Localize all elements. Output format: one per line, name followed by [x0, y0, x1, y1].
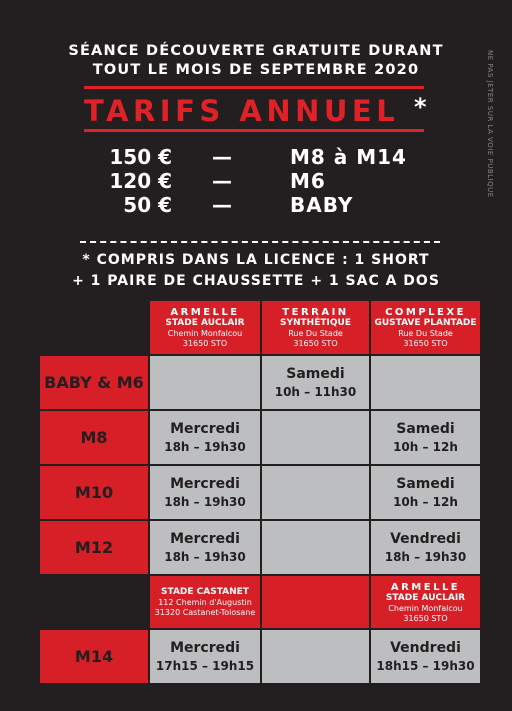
intro-line-1: SÉANCE DÉCOUVERTE GRATUITE DURANT — [68, 43, 444, 59]
schedule-slot — [371, 411, 480, 464]
slot-time: 18h – 19h30 — [384, 549, 467, 564]
schedule-slot — [371, 521, 480, 574]
venue-header-castanet — [150, 576, 260, 628]
price-row — [0, 193, 512, 217]
venue-postcode: 31320 Castanet-Tolosane — [154, 608, 256, 617]
price-row — [0, 145, 512, 169]
venue-postcode: 31650 STO — [293, 339, 338, 348]
title-top-rule — [84, 86, 424, 89]
slot-time: 18h15 – 19h30 — [376, 658, 475, 673]
venue-postcode: 31650 STO — [403, 339, 448, 348]
slot-day: Mercredi — [170, 639, 240, 656]
slot-day: Samedi — [286, 365, 345, 382]
row-label-baby-m6: BABY & M6 — [40, 356, 148, 409]
schedule-slot — [262, 466, 369, 519]
schedule-slot — [150, 630, 260, 683]
schedule-slot — [371, 356, 480, 409]
side-disclaimer: NE PAS JETER SUR LA VOIE PUBLIQUE — [486, 50, 494, 198]
license-note-line-2: + 1 PAIRE DE CHAUSSETTE + 1 SAC A DOS — [72, 273, 440, 289]
schedule-slot — [262, 411, 369, 464]
venue-stadium: STADE AUCLAIR — [165, 318, 245, 328]
venue-header-armelle-2 — [371, 576, 480, 628]
slot-day: Mercredi — [170, 475, 240, 492]
price-amount: 50 € — [123, 193, 172, 217]
row-label-m10: M10 — [40, 466, 148, 519]
venue-stadium: GUSTAVE PLANTADE — [374, 318, 477, 328]
venue-stadium: SYNTHÉTIQUE — [280, 318, 351, 328]
schedule-slot — [262, 630, 369, 683]
title-asterisk: * — [414, 93, 427, 121]
schedule-slot — [150, 411, 260, 464]
price-dash: — — [212, 193, 232, 217]
slot-time: 18h – 19h30 — [164, 439, 246, 454]
venue-address: Rue Du Stade — [288, 329, 343, 338]
venue-header-terrain — [262, 301, 369, 354]
page-title: TARIFS ANNUEL — [84, 94, 400, 128]
slot-time: 10h – 11h30 — [274, 384, 357, 399]
row-label-m14: M14 — [40, 630, 148, 683]
dashed-divider — [80, 241, 440, 243]
row-label-m8: M8 — [40, 411, 148, 464]
slot-time: 10h – 12h — [393, 494, 458, 509]
slot-time: 18h – 19h30 — [164, 549, 246, 564]
slot-day: Samedi — [396, 420, 455, 437]
price-dash: — — [212, 145, 232, 169]
intro-line-2: TOUT LE MOIS DE SEPTEMBRE 2020 — [92, 62, 420, 78]
empty-header-cell — [262, 576, 369, 628]
schedule-slot — [262, 356, 369, 409]
row-label-m12: M12 — [40, 521, 148, 574]
venue-stadium: STADE AUCLAIR — [385, 593, 466, 603]
venue-name: ARMELLE — [390, 582, 461, 593]
slot-day: Vendredi — [390, 530, 461, 547]
slot-time: 10h – 12h — [393, 439, 458, 454]
venue-stadium: STADE CASTANET — [161, 587, 249, 597]
venue-header-complexe — [371, 301, 480, 354]
price-dash: — — [212, 169, 232, 193]
venue-header-armelle — [150, 301, 260, 354]
schedule-slot — [262, 521, 369, 574]
price-amount: 120 € — [109, 169, 172, 193]
venue-name: COMPLEXE — [385, 307, 466, 318]
venue-address: Chemin Monfalcou — [388, 604, 463, 613]
price-category: M8 à M14 — [290, 145, 407, 169]
license-note-line-1: * COMPRIS DANS LA LICENCE : 1 SHORT — [82, 252, 430, 268]
venue-name: ARMELLE — [170, 307, 240, 318]
slot-day: Vendredi — [390, 639, 461, 656]
venue-address: Chemin Monfalcou — [167, 329, 243, 338]
price-row — [0, 169, 512, 193]
slot-time: 17h15 – 19h15 — [155, 658, 255, 673]
venue-address: Rue Du Stade — [398, 329, 453, 338]
price-category: BABY — [290, 193, 354, 217]
schedule-slot — [150, 466, 260, 519]
slot-day: Mercredi — [170, 420, 240, 437]
schedule-slot — [371, 466, 480, 519]
schedule-slot — [371, 630, 480, 683]
venue-postcode: 31650 STO — [182, 339, 228, 348]
price-amount: 150 € — [109, 145, 172, 169]
venue-address: 112 Chemin d'Augustin — [158, 598, 252, 607]
slot-day: Samedi — [396, 475, 455, 492]
schedule-slot — [150, 521, 260, 574]
schedule-slot — [150, 356, 260, 409]
slot-time: 18h – 19h30 — [164, 494, 246, 509]
venue-postcode: 31650 STO — [403, 614, 448, 623]
price-category: M6 — [290, 169, 326, 193]
slot-day: Mercredi — [170, 530, 240, 547]
title-bottom-rule — [84, 129, 424, 132]
venue-name: TERRAIN — [282, 307, 349, 318]
